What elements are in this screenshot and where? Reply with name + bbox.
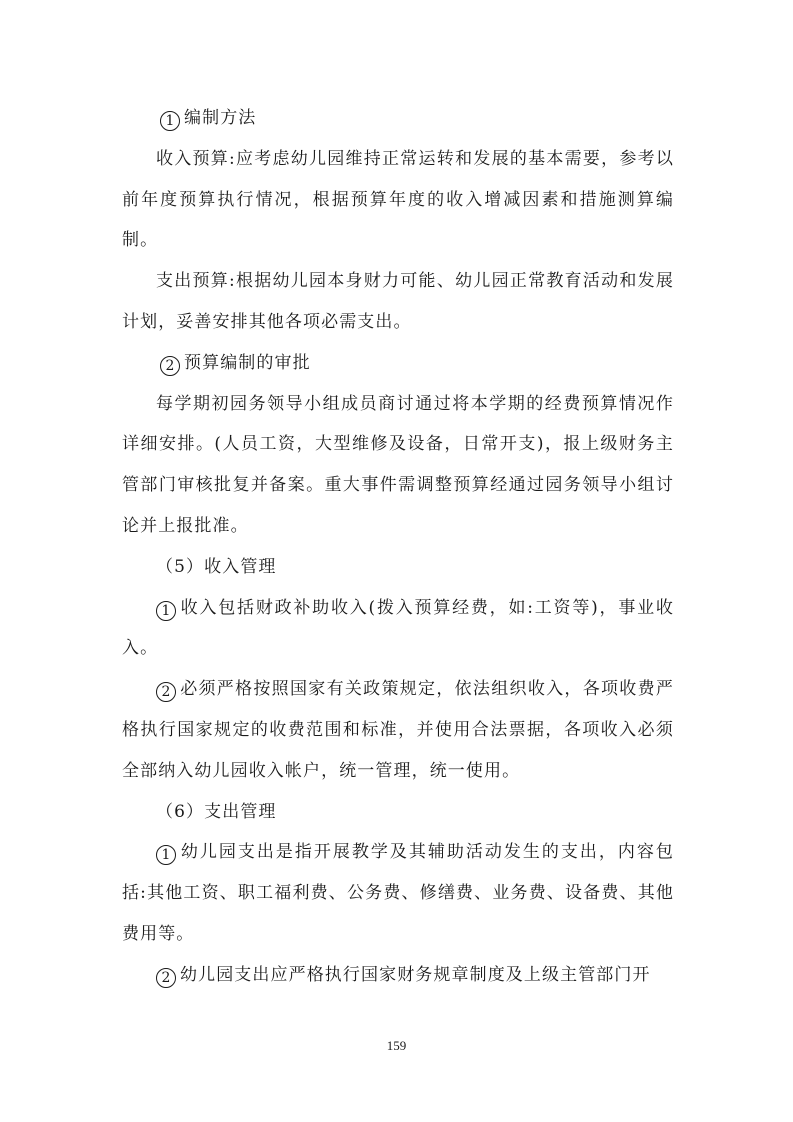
subsection-heading-compilation-method (122, 98, 674, 139)
heading-text: 编制方法 (184, 108, 257, 128)
paragraph-text: 幼儿园支出应严格执行国家财务规章制度及上级主管部门开 (180, 964, 651, 985)
paragraph-text: 收入包括财政补助收入(拨入预算经费，如:工资等)，事业收入。 (122, 597, 674, 659)
paragraph-expenditure-budget: 支出预算:根据幼儿园本身财力可能、幼儿园正常教育活动和发展计划，妥善安排其他各项必需支出。 (122, 271, 674, 332)
section-heading-income-management: （5）收入管理 (156, 556, 277, 577)
circled-number-marker: 1 (160, 111, 180, 131)
paragraph-text: 幼儿园支出是指开展教学及其辅助活动发生的支出，内容包括:其他工资、职工福利费、公务费、修缮费、业务费、设备费、其他费用等。 (122, 842, 674, 944)
circled-number-marker: 1 (156, 845, 176, 865)
paragraph-expenditure-definition (122, 832, 674, 954)
circled-number-marker: 2 (156, 682, 176, 702)
paragraph-budget-approval: 每学期初园务领导小组成员商讨通过将本学期的经费预算情况作详细安排。(人员工资，大型维修及设备，日常开支)，报上级财务主管部门审核批复并备案。重大事件需调整预算经通过园务领导小组讨论并上报批准。 (122, 393, 674, 536)
circled-number-marker: 2 (160, 356, 180, 376)
paragraph-income-sources (122, 588, 674, 670)
page-number: 159 (386, 1038, 407, 1053)
paragraph-income-rules (122, 669, 674, 791)
paragraph-expenditure-rules (122, 955, 674, 996)
circled-number-marker: 2 (156, 968, 176, 988)
page-body (122, 98, 674, 996)
subsection-heading-budget-approval (122, 343, 674, 384)
section-heading-expenditure-management: （6）支出管理 (156, 801, 277, 822)
heading-text: 预算编制的审批 (184, 352, 311, 373)
paragraph-text: 必须严格按照国家有关政策规定，依法组织收入，各项收费严格执行国家规定的收费范围和标准，并使用合法票据，各项收入必须全部纳入幼儿园收入帐户，统一管理，统一使用。 (122, 679, 674, 781)
circled-number-marker: 1 (156, 601, 176, 621)
paragraph-income-budget: 收入预算:应考虑幼儿园维持正常运转和发展的基本需要，参考以前年度预算执行情况，根据预算年度的收入增减因素和措施测算编制。 (122, 148, 674, 251)
